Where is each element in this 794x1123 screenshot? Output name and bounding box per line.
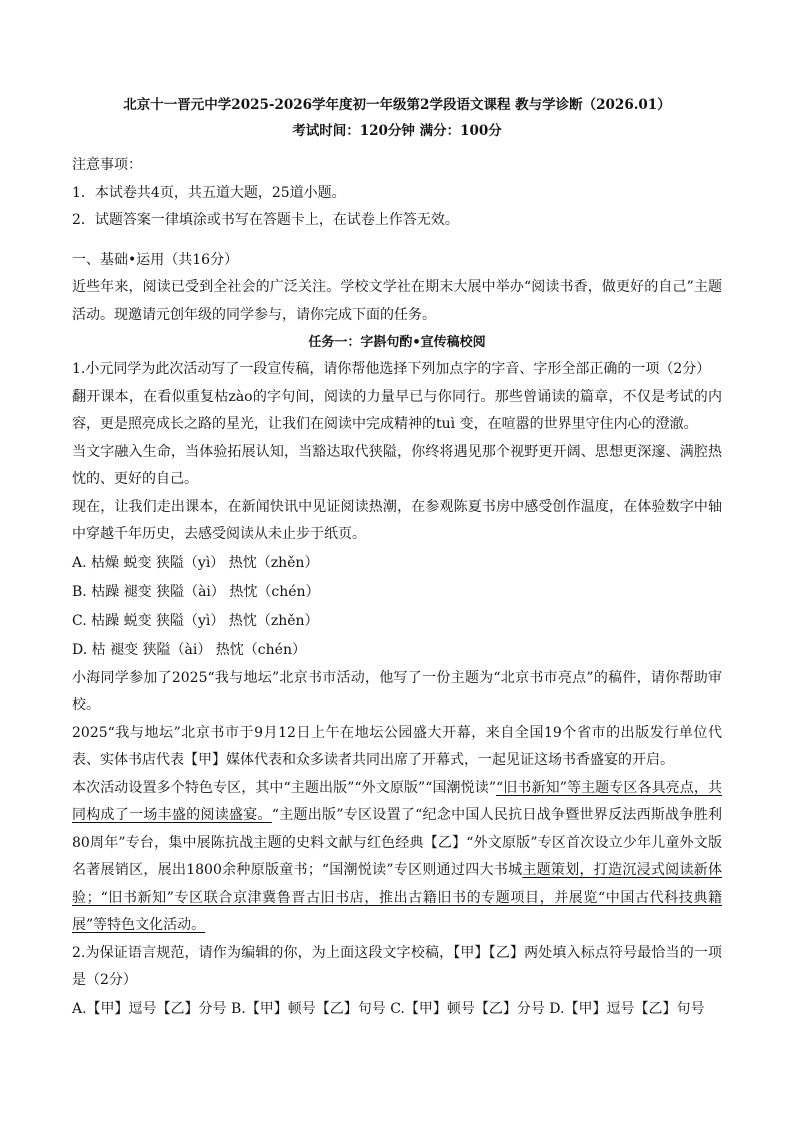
- article-paragraph-1: 2025“我与地坛”北京书市于9月12日上午在地坛公园盛大开幕，来自全国19个省市的出版发行单位代表、实体书店代表【甲】媒体代表和众多读者共同出席了开幕式，一起见证这场书香盛宴的开启。: [72, 724, 722, 768]
- question-1-option-d: D. 枯 褪变 狭隘（ài） 热忱（chén）: [72, 641, 306, 658]
- question-1-stem: 1.小元同学为此次活动写了一段宣传稿，请你帮他选择下列加点字的字音、字形全部正确的一项（2分）: [72, 361, 711, 377]
- notice-heading: 注意事项：: [72, 157, 142, 173]
- question-2-lead: 小海同学参加了2025“我与地坛”北京书市活动，他写了一份主题为“北京书市亮点”的稿件，请你帮助审校。: [72, 669, 722, 713]
- question-1-option-c: C. 枯躁 蜕变 狭隘（yì） 热忱（zhěn）: [72, 612, 319, 629]
- underlined-sentence-2: 主题策划，打造沉浸式阅读新体验；“旧书新知”专区联合京津冀鲁晋古旧书店，推出古籍旧书的专题项目，并展览“中国古代科技典籍展”等特色文化活动。: [72, 862, 723, 933]
- spacer: [72, 235, 722, 247]
- article-text: 本次活动设置多个特色专区，其中“主题出版”“外文原版”“国潮悦读”: [72, 779, 497, 796]
- question-1-option-b: B. 枯躁 褪变 狭隘（ài） 热忱（chén）: [72, 583, 320, 600]
- section-intro: 近些年来，阅读已受到全社会的广泛关注。学校文学社在期末大展中举办“阅读书香，做更好的自己”主题活动。现邀请元创年级的同学参与，请你完成下面的任务。: [72, 279, 722, 323]
- underlined-sentence-1: “旧书新知”等主题专区各具亮点，共同构成了一场丰盛的阅读盛宴。: [72, 779, 722, 823]
- question-2-stem: 2.为保证语言规范，请作为编辑的你，为上面这段文字校稿，【甲】【乙】两处填入标点符号最恰当的一项是（2分）: [72, 944, 722, 988]
- exam-title: 北京十一晋元中学2025-2026学年度初一年级第2学段语文课程 教与学诊断（2026.01）: [123, 97, 671, 113]
- question-1-passage: 当文字融入生命，当体验拓展认知，当豁达取代狭隘，你终将遇见那个视野更开阔、思想更深邃、满腔热忱的、更好的自己。: [72, 443, 722, 487]
- question-1-passage: 现在，让我们走出课本，在新闻快讯中见证阅读热潮，在参观陈夏书房中感受创作温度，在体验数字中轴中穿越千年历史，去感受阅读从未止步于纸页。: [72, 498, 722, 542]
- article-paragraph-2: [72, 775, 722, 940]
- task-heading: 任务一：字斟句酌•宣传稿校阅: [308, 335, 486, 350]
- exam-info: 考试时间：120分钟 满分：100分: [292, 123, 502, 139]
- section-heading: 一、基础•运用（共16分）: [72, 251, 239, 268]
- notice-item: 1．本试卷共4页，共五道大题，25道小题。: [72, 184, 346, 201]
- notice-item: 2．试题答案一律填涂或书写在答题卡上，在试卷上作答无效。: [72, 212, 459, 228]
- question-1-passage: 翻开课本，在看似重复枯zào的字句间，阅读的力量早已与你同行。那些曾诵读的篇章，不仅是考试的内容，更是照亮成长之路的星光，让我们在阅读中完成精神的tuì 变，在喧嚣的世界里守住内心的澄澈。: [72, 388, 722, 432]
- question-1-option-a: A. 枯燥 蜕变 狭隘（yì） 热忱（zhěn）: [72, 554, 319, 571]
- article-text: “主题出版”专区设置了“纪念中国人民抗日战争暨世界反法西斯战争胜利80周年”专台，集中展陈抗战主题的史料文献与红色经典【乙】“外文原版”专区首次设立少年儿童外文版名著展销区，展出1800余种原版童书；“国潮悦读”专区则通过四大书城: [72, 807, 722, 878]
- question-2-options: A.【甲】逗号【乙】分号 B.【甲】顿号【乙】句号 C.【甲】顿号【乙】分号 D.【甲】逗号【乙】句号: [72, 1000, 705, 1017]
